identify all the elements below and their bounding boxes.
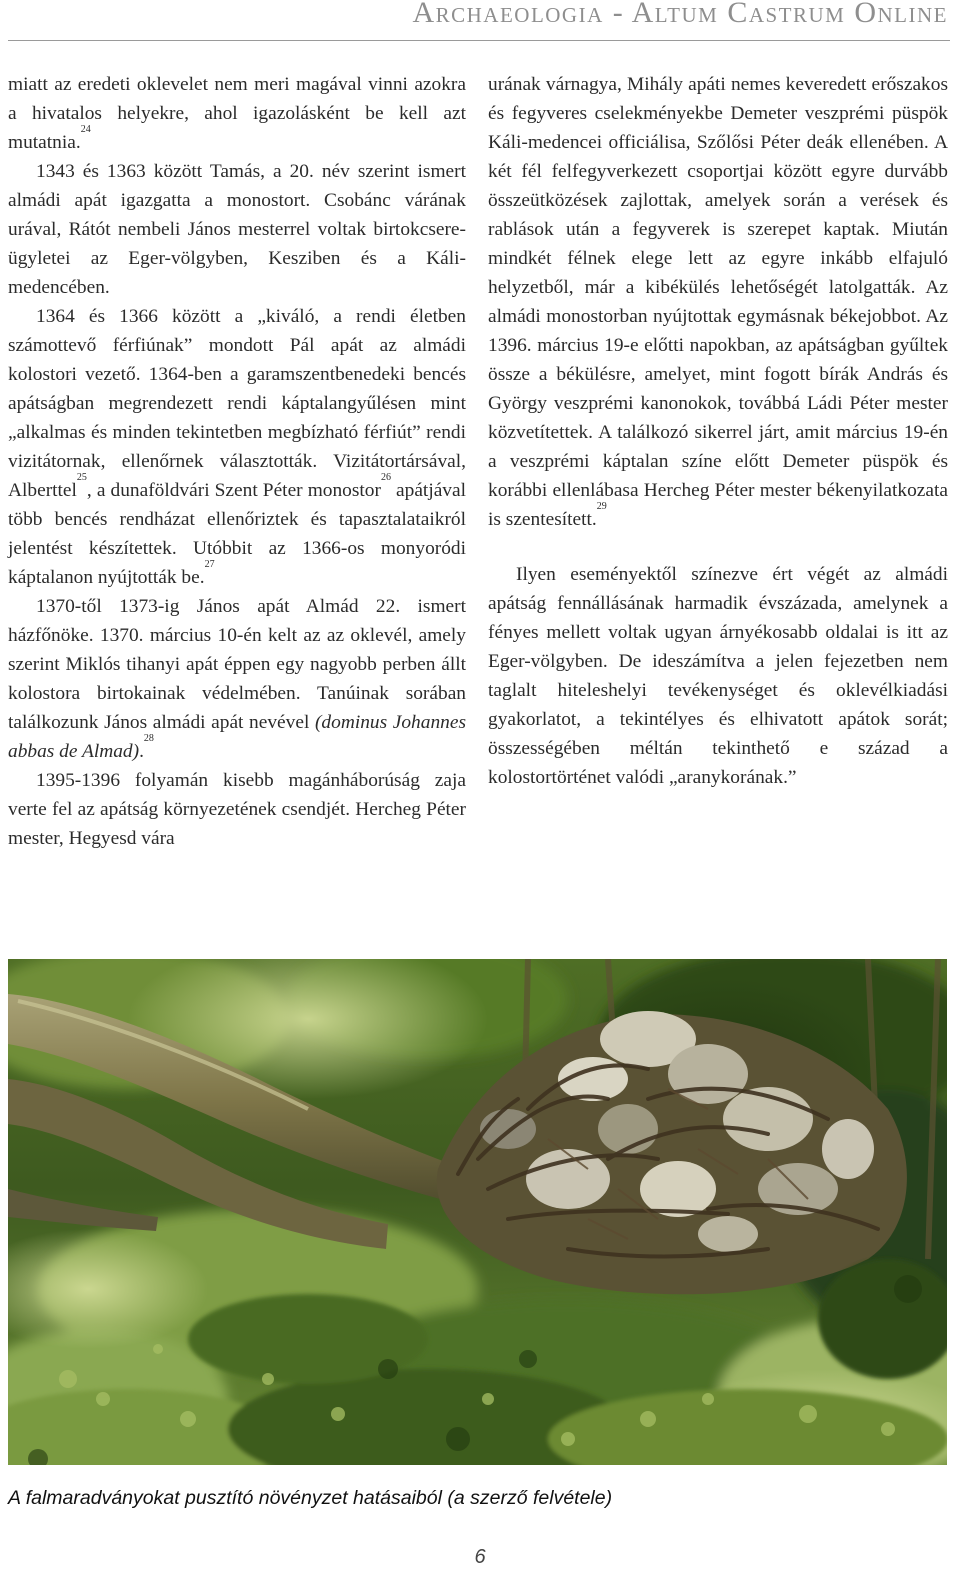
footnote-marker: 28: [143, 732, 154, 744]
running-header: [0, 0, 960, 40]
paragraph: 1343 és 1363 között Tamás, a 20. név szerint ismert almádi apát igazgatta a monostort. Csobánc várának urával, Rátót nembeli János mesterrel voltak birtokcsere-ügyletei az Eger-völgyben, Kesziben és a Káli-medencében.: [8, 161, 466, 298]
footnote-marker: 24: [80, 123, 91, 135]
footnote-marker: 26: [380, 471, 391, 483]
paragraph: Ilyen eseményektől színezve ért végét az almádi apátság fennállásának harmadik évszázada, amelynek a fényes mellett voltak ugyan árnyékosabb oldalai is itt az Eger-völgyben. De ideszámítva a jelen fejezetben nem taglalt hiteleshelyi tevékenységet és oklevélkiadási gyakorlatot, a tekintélyes és elhivatott apátok sorát; összességében méltán tekinthető e század a kolostortörténet valódi „aranykorának.”: [488, 564, 948, 788]
figure-photo: [8, 959, 947, 1465]
footnote-marker: 29: [596, 500, 607, 512]
footnote-marker: 27: [204, 558, 215, 570]
header-rule: [8, 40, 950, 41]
paragraph: [8, 592, 466, 766]
footnote-marker: 25: [76, 471, 87, 483]
paragraph: 1395-1396 folyamán kisebb magánháborúság zaja verte fel az apátság környezetének csendjét. Hercheg Péter mester, Hegyesd vára: [8, 770, 466, 849]
journal-title: Archaeologia - Altum Castrum Online: [412, 0, 948, 29]
page-number: 6: [474, 1546, 486, 1568]
paragraph-text: .: [139, 741, 144, 762]
paragraph: [8, 302, 466, 592]
paragraph: [488, 70, 948, 534]
text-column-left: [8, 70, 466, 853]
paragraph-text: 1370-től 1373-ig János apát Almád 22. ismert házfőnöke. 1370. március 10-én kelt az az oklevél, amely szerint Miklós tihanyi apát éppen egy nagyobb perben állt kolostora birtokainak védelmében. Tanúinak sorában találkozunk János almádi apát nevével: [8, 596, 466, 733]
figure-caption: A falmaradványokat pusztító növényzet hatásaiból (a szerző felvétele): [8, 1487, 613, 1509]
paragraph-text: miatt az eredeti oklevelet nem meri magával vinni azokra a hivatalos helyekre, ahol igazolásként be kell azt mutatnia.: [8, 74, 466, 153]
paragraph-text: , a dunaföldvári Szent Péter monostor: [86, 480, 381, 501]
paragraph: [8, 70, 466, 157]
overgrown-ruins-photo: [8, 959, 947, 1465]
paragraph-text: apátjával több bencés rendházat ellenőriztek és tapasztalataikról jelentést készítettek. Utóbbit az 1366-os monyoródi káptalanon nyújtották be.: [8, 480, 466, 588]
latin-quote: (dominus Johannes abbas de Almad): [8, 712, 466, 762]
paragraph-text: urának várnagya, Mihály apáti nemes keveredett erőszakos és fegyveres cselekményekbe Demeter veszprémi püspök Káli-medencei officiálisa, Szőlősi Péter deák ellenében. A két fél felfegyverkezett csoportjai között egyre durvább összeütközések zajlottak, amelyek során a verések és rablások után a fegyverek is szerepet kaptak. Miután mindkét félnek elege lett az egyre inkább elfajuló helyzetből, már a kibékülés lehetőségét latolgatták. Az almádi monostorban nyújtottak egymásnak békejobbot. Az 1396. március 19-e előtti napokban, az apátságban gyűltek össze a békülésre, amelyet, mint fogott bírák András és György veszprémi kanonokok, továbbá Ládi Péter mester közvetítettek. A találkozó sikerrel járt, amit március 19-én a veszprémi káptalan színe előtt Demeter püspök és korábbi ellenlábasa Hercheg Péter mester békenyilatkozata is szentesített.: [488, 74, 948, 530]
text-column-right: [488, 70, 948, 792]
paragraph-text: 1364 és 1366 között a „kiváló, a rendi életben számottevő férfiúnak” mondott Pál apát az almádi kolostori vezető. 1364-ben a garamszentbenedeki bencés apátságban megrendezett rendi káptalangyűlésen mint „alkalmas és minden tekintetben megbízható férfiút” rendi vizitátornak, ellenőrnek választották. Vizitátortársával, Alberttel: [8, 306, 466, 501]
